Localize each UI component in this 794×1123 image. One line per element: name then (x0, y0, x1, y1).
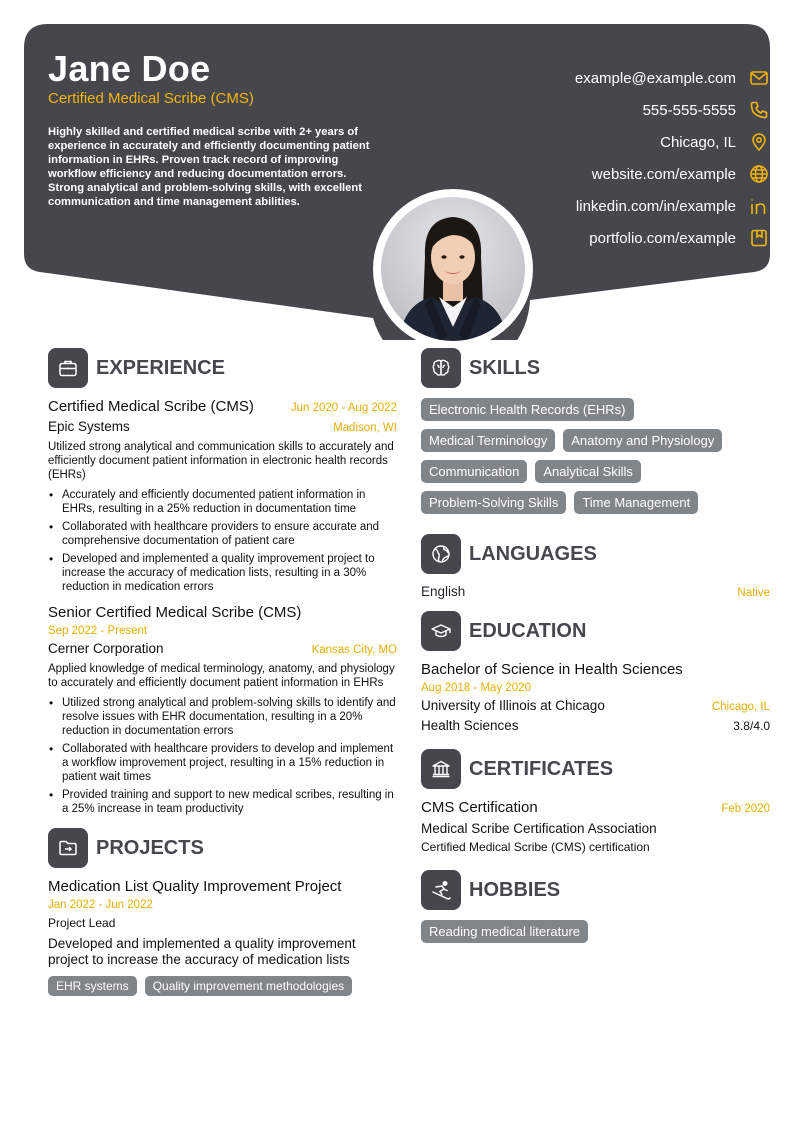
certificate-issuer: Medical Scribe Certification Association (421, 821, 657, 836)
profile-photo (373, 189, 533, 349)
skills-section (421, 348, 770, 522)
project-tag: Quality improvement methodologies (145, 976, 352, 996)
left-column (48, 348, 397, 1016)
phone-icon (748, 99, 770, 121)
bookmark-icon (748, 227, 770, 249)
skill-tag: Analytical Skills (535, 460, 641, 483)
skills-title: SKILLS (469, 356, 541, 379)
job-description: Applied knowledge of medical terminology, anatomy, and physiology to accurately and efficiently document patient information in EHRs (48, 663, 395, 689)
skill-tag: Medical Terminology (421, 429, 555, 452)
hobbies-tags (421, 920, 770, 951)
languages-section (421, 534, 770, 599)
job-bullet: • Developed and implemented a quality improvement project to increase the accuracy of medication lists, resulting in a 30% reduction in medication errors (48, 552, 397, 594)
experience-title: EXPERIENCE (96, 356, 225, 379)
job-bullet: • Utilized strong analytical and problem-solving skills to identify and resolve issues with EHR documentation, resulting in a 20% reduction in documentation errors (48, 696, 397, 738)
education-location: Chicago, IL (711, 701, 770, 713)
job-location: Kansas City, MO (311, 644, 397, 656)
graduation-cap-icon (421, 611, 461, 651)
certificate-date: Feb 2020 (721, 803, 770, 815)
certificate-name: CMS Certification (421, 799, 538, 816)
contact-list (575, 62, 770, 254)
right-column (421, 348, 770, 963)
mail-icon (748, 67, 770, 89)
language-row (421, 584, 770, 599)
job-bullet: • Provided training and support to new medical scribes, resulting in a 25% increase in team productivity (48, 788, 397, 816)
projects-header (48, 828, 397, 868)
skill-tag: Communication (421, 460, 527, 483)
certificates-header (421, 749, 770, 789)
project-tag: EHR systems (48, 976, 137, 996)
job-bullets (48, 696, 397, 816)
certificate-description: Certified Medical Scribe (CMS) certification (421, 840, 650, 854)
language-level: Native (737, 587, 770, 599)
experience-section (48, 348, 397, 816)
job-bullets (48, 488, 397, 594)
contact-website-text[interactable]: website.com/example (591, 165, 736, 183)
globe-icon (748, 163, 770, 185)
project-title: Medication List Quality Improvement Project (48, 878, 342, 895)
language-name: English (421, 584, 466, 599)
contact-website[interactable] (575, 158, 770, 190)
contact-email[interactable] (575, 62, 770, 94)
skill-tag: Electronic Health Records (EHRs) (421, 398, 634, 421)
hobby-tag: Reading medical literature (421, 920, 588, 943)
languages-header (421, 534, 770, 574)
institution-icon (421, 749, 461, 789)
project-description: Developed and implemented a quality improvement project to increase the accuracy of medication lists (48, 936, 356, 967)
certificates-title: CERTIFICATES (469, 757, 614, 780)
contact-portfolio[interactable] (575, 222, 770, 254)
briefcase-icon (48, 348, 88, 388)
education-header (421, 611, 770, 651)
education-section (421, 611, 770, 733)
education-degree: Bachelor of Science in Health Sciences (421, 661, 683, 678)
skill-tag: Problem-Solving Skills (421, 491, 566, 514)
skill-tag: Time Management (574, 491, 698, 514)
job-entry (48, 604, 397, 816)
job-location: Madison, WI (333, 422, 397, 434)
skiing-icon (421, 870, 461, 910)
job-bullet: • Accurately and efficiently documented patient information in EHRs, resulting in a 25% reduction in documentation time (48, 488, 397, 516)
education-school: University of Illinois at Chicago (421, 698, 605, 713)
contact-phone-text[interactable]: 555-555-5555 (642, 101, 736, 119)
job-dates: Sep 2022 - Present (48, 625, 148, 637)
folder-icon (48, 828, 88, 868)
job-company: Cerner Corporation (48, 641, 164, 656)
hobbies-section (421, 870, 770, 951)
education-field: Health Sciences (421, 718, 519, 733)
experience-header (48, 348, 397, 388)
job-bullet: • Collaborated with healthcare providers to ensure accurate and comprehensive documentation of patient care (48, 520, 397, 548)
contact-linkedin-text[interactable]: linkedin.com/in/example (575, 197, 736, 215)
education-title: EDUCATION (469, 619, 587, 642)
contact-phone[interactable] (575, 94, 770, 126)
education-gpa: 3.8/4.0 (733, 719, 770, 733)
certificates-section (421, 749, 770, 854)
job-title: Certified Medical Scribe (CMS) (48, 398, 254, 415)
job-entry (48, 398, 397, 594)
hobbies-header (421, 870, 770, 910)
globe-icon (421, 534, 461, 574)
contact-location-text: Chicago, IL (660, 133, 736, 151)
contact-linkedin[interactable] (575, 190, 770, 222)
hobbies-title: HOBBIES (469, 878, 561, 901)
candidate-name: Jane Doe (48, 48, 211, 89)
contact-location (575, 126, 770, 158)
projects-title: PROJECTS (96, 836, 204, 859)
linkedin-icon (748, 195, 770, 217)
job-dates: Jun 2020 - Aug 2022 (290, 402, 397, 414)
contact-email-text[interactable]: example@example.com (574, 69, 736, 87)
profile-summary: Highly skilled and certified medical scribe with 2+ years of experience in accurately and efficiently documenting patient information in EHRs. Proven track record of improving workflow efficiency and reducing documentation errors. Strong analytical and problem-solving skills, with excellent communication and time management abilities. (48, 126, 370, 208)
skills-tags (421, 398, 770, 522)
location-pin-icon (748, 131, 770, 153)
languages-title: LANGUAGES (469, 542, 597, 565)
projects-section (48, 828, 397, 1004)
job-bullet: • Collaborated with healthcare providers to develop and implement a workflow improvement project, resulting in a 15% reduction in patient wait times (48, 742, 397, 784)
brain-icon (421, 348, 461, 388)
candidate-role: Certified Medical Scribe (CMS) (48, 90, 254, 107)
skills-header (421, 348, 770, 388)
skill-tag: Anatomy and Physiology (563, 429, 722, 452)
job-description: Utilized strong analytical and communication skills to accurately and efficiently document patient information in electronic health records (EHRs) (48, 441, 394, 481)
project-dates: Jan 2022 - Jun 2022 (48, 899, 153, 911)
project-role: Project Lead (48, 916, 116, 930)
project-tags (48, 976, 397, 1004)
education-dates: Aug 2018 - May 2020 (421, 682, 531, 694)
job-company: Epic Systems (48, 419, 130, 434)
job-title: Senior Certified Medical Scribe (CMS) (48, 604, 302, 621)
contact-portfolio-text[interactable]: portfolio.com/example (589, 229, 736, 247)
